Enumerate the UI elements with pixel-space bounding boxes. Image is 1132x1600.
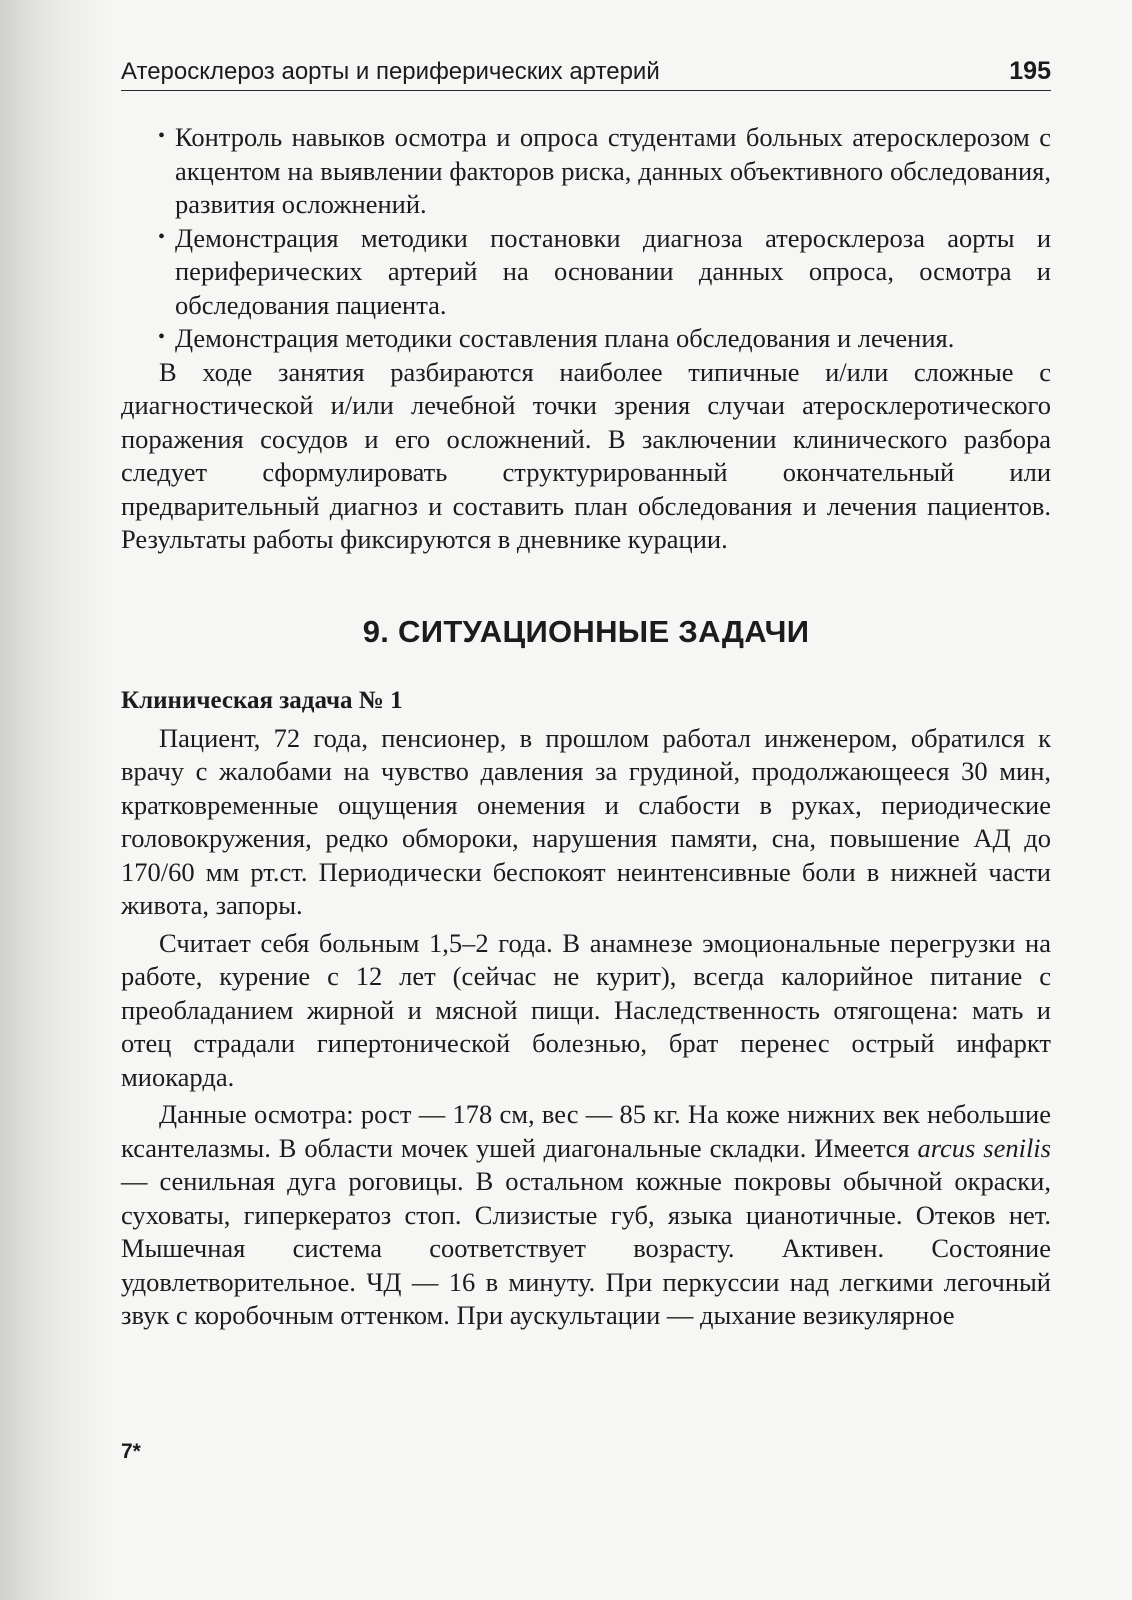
latin-term: arcus senilis [917, 1132, 1051, 1163]
section-heading: 9. СИТУАЦИОННЫЕ ЗАДАЧИ [362, 613, 810, 649]
intro-paragraph: В ходе занятия разбираются наиболее типичные и/или сложные с диагностической и/или лечебной точки зрения случаи атеросклеротического поражения сосудов и его осложнений. В заключении клинического разбора следует сформулировать структурированный окончательный или предварительный диагноз и составить план обследования и лечения пациентов. Результаты работы фиксируются в дневнике курации. [121, 356, 1051, 554]
task-title: Клиническая задача № 1 [121, 687, 403, 714]
bullet-dot-icon: • [158, 125, 166, 147]
bullet-text: Демонстрация методики составления плана обследования и лечения. [175, 323, 955, 353]
bullet-text: Контроль навыков осмотра и опроса студентами больных атеросклерозом с акцентом на выявлении факторов риска, данных объективного обследования, развития осложнений. [175, 122, 1051, 219]
book-page [121, 52, 1051, 1333]
page-number: 195 [1009, 57, 1051, 85]
bullet-item [158, 322, 1051, 356]
bullet-item [158, 121, 1051, 222]
bullet-list [121, 121, 1051, 356]
signature-mark: 7* [121, 1440, 141, 1463]
running-title: Атеросклероз аорты и периферических артерий [121, 58, 660, 85]
bullet-text: Демонстрация методики постановки диагноза атеросклероза аорты и периферических артерий на основании данных опроса, осмотра и обследования пациента. [175, 222, 1051, 320]
bullet-dot-icon: • [158, 225, 166, 248]
bullet-item [158, 222, 1051, 323]
task-paragraph-anamnesis: Считает себя больным 1,5–2 года. В анамнезе эмоциональные перегрузки на работе, курение с 12 лет (сейчас не курит), всегда калорийное питание с преобладанием жирной и мясной пищи. Наследственность отягощена: мать и отец страдали гипертонической болезнью, брат перенес острый инфаркт миокарда. [121, 927, 1051, 1092]
exam-text-start: Данные осмотра: рост — 178 см, вес — 85 кг. На коже нижних век небольшие ксантелазмы. В области мочек ушей диагональные складки. Имеется [121, 1099, 1051, 1163]
bullet-dot-icon: • [158, 326, 166, 348]
binding-shadow [0, 0, 110, 1600]
task-paragraph-examination [121, 1098, 1051, 1333]
task-paragraph-complaints: Пациент, 72 года, пенсионер, в прошлом работал инженером, обратился к врачу с жалобами на чувство давления за грудиной, продолжающееся 30 мин, кратковременные ощущения онемения и слабости в руках, периодические головокружения, редко обмороки, нарушения памяти, сна, повышение АД до 170/60 мм рт.ст. Периодически беспокоят неинтенсивные боли в нижней части живота, запоры. [121, 722, 1051, 920]
exam-text-end: — сенильная дуга роговицы. В остальном кожные покровы обычной окраски, суховаты, гиперкератоз стоп. Слизистые губ, языка цианотичные. Отеков нет. Мышечная система соответствует возрасту. Активен. Состояние удовлетворительное. ЧД — 16 в минуту. При перкуссии над легкими легочный звук с коробочным оттенком. При аускультации — дыхание везикулярное [121, 1166, 1051, 1330]
running-header [121, 52, 1051, 91]
page-content [121, 121, 1051, 1333]
